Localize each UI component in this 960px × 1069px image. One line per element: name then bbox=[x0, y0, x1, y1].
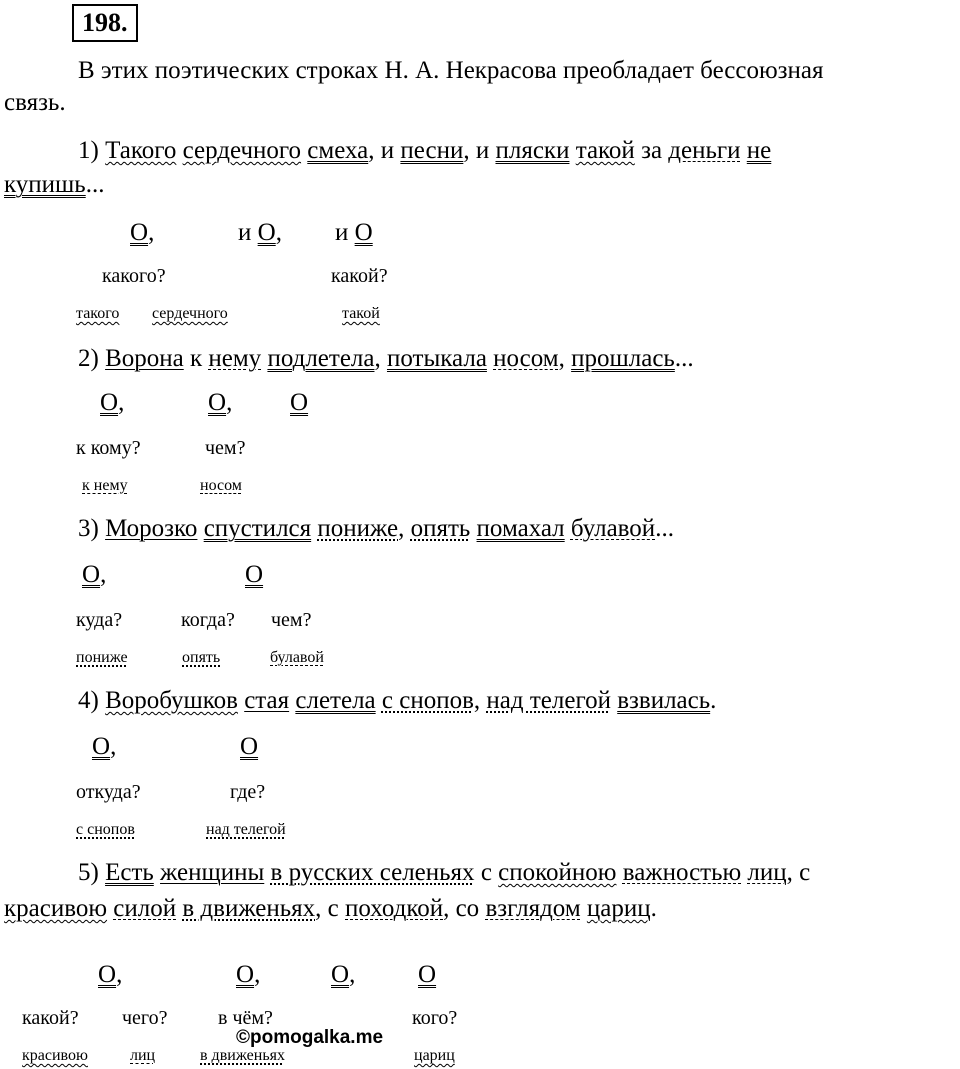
word: булавой bbox=[570, 515, 656, 542]
word: в движеньях bbox=[182, 895, 316, 922]
watermark: ©pomogalka.me bbox=[236, 1027, 384, 1048]
word: красивою bbox=[4, 895, 108, 922]
text: с bbox=[474, 859, 499, 886]
text: ... bbox=[655, 515, 674, 542]
answer-word: к нему bbox=[82, 477, 128, 494]
word: потыкала bbox=[386, 345, 487, 372]
word: такой bbox=[575, 137, 635, 164]
answer-word: сердечного bbox=[152, 305, 228, 322]
word: подлетела bbox=[267, 345, 375, 372]
answer-word: такой bbox=[342, 305, 380, 322]
word: не bbox=[746, 137, 772, 164]
word: пляски bbox=[495, 137, 570, 164]
scheme-3-o1: О, bbox=[82, 561, 107, 588]
scheme-2-o2: О, bbox=[208, 389, 233, 416]
word: в русских селеньях bbox=[270, 859, 475, 886]
scheme-1-o2: и О, bbox=[238, 219, 282, 246]
sentence-1-line-2 bbox=[4, 170, 104, 200]
text: , bbox=[374, 345, 387, 372]
text: к bbox=[183, 345, 209, 372]
sentence-4 bbox=[78, 686, 716, 716]
scheme-5-o2: О, bbox=[236, 961, 261, 988]
word: деньги bbox=[668, 137, 741, 164]
sentence-3 bbox=[78, 514, 674, 544]
question: чем? bbox=[271, 609, 312, 631]
word: Есть bbox=[105, 859, 154, 886]
answer-word: с снопов bbox=[76, 821, 135, 838]
question: где? bbox=[230, 781, 266, 803]
answer-word: носом bbox=[200, 477, 242, 494]
text: ... bbox=[85, 171, 105, 198]
answer-word: цариц bbox=[414, 1047, 455, 1064]
question: в чём? bbox=[218, 1007, 273, 1029]
question: какого? bbox=[102, 265, 166, 287]
word: опять bbox=[410, 515, 471, 542]
word: смеха bbox=[307, 137, 369, 164]
question: какой? bbox=[331, 265, 388, 287]
word: купишь bbox=[4, 171, 86, 198]
word: женщины bbox=[160, 859, 265, 886]
word: с снопов bbox=[381, 687, 474, 714]
scheme-1-o3: и О bbox=[335, 219, 373, 246]
word: слетела bbox=[295, 687, 376, 714]
sentence-5-line-1 bbox=[78, 858, 810, 888]
word: помахал bbox=[476, 515, 565, 542]
word: Такого bbox=[105, 137, 177, 164]
sentence-5-line-2 bbox=[4, 894, 657, 924]
text: . bbox=[710, 687, 717, 714]
text: , со bbox=[443, 895, 486, 922]
word: пониже bbox=[317, 515, 399, 542]
answer-word: в движеньях bbox=[200, 1047, 285, 1064]
question: какой? bbox=[22, 1007, 79, 1029]
scheme-1-o1: О, bbox=[130, 219, 155, 246]
word: стая bbox=[244, 687, 290, 714]
answer-word: над телегой bbox=[206, 821, 286, 838]
question: когда? bbox=[181, 609, 235, 631]
word: взглядом bbox=[485, 895, 581, 922]
scheme-2-o1: О, bbox=[100, 389, 125, 416]
scheme-2-o3: О bbox=[290, 389, 309, 416]
text: , с bbox=[786, 859, 811, 886]
word: над телегой bbox=[486, 687, 611, 714]
text: . bbox=[650, 895, 657, 922]
intro-line-2: связь. bbox=[4, 89, 66, 116]
intro-line-1: В этих поэтических строках Н. А. Некрасова преобладает бессоюзная bbox=[78, 57, 824, 84]
question: кого? bbox=[412, 1007, 458, 1029]
text: , bbox=[473, 687, 487, 714]
word: прошлась bbox=[571, 345, 675, 372]
answer-word: булавой bbox=[270, 649, 324, 666]
answer-word: такого bbox=[76, 305, 120, 322]
sentence-2 bbox=[78, 344, 694, 374]
text: , и bbox=[368, 137, 401, 164]
text: за bbox=[634, 137, 669, 164]
word: спокойною bbox=[498, 859, 617, 886]
text: , bbox=[398, 515, 411, 542]
scheme-5-o1: О, bbox=[98, 961, 123, 988]
word: лиц bbox=[747, 859, 787, 886]
word: взвилась bbox=[617, 687, 711, 714]
sentence-1-number: 1) bbox=[78, 137, 106, 164]
text: , и bbox=[463, 137, 496, 164]
scheme-4-o2: О bbox=[240, 733, 259, 760]
word: походкой bbox=[345, 895, 444, 922]
sentence-2-number: 2) bbox=[78, 345, 106, 372]
word: Ворона bbox=[105, 345, 184, 372]
sentence-5-number: 5) bbox=[78, 859, 106, 886]
word: нему bbox=[208, 345, 262, 372]
scheme-5-o4: О bbox=[418, 961, 437, 988]
sentence-4-number: 4) bbox=[78, 687, 106, 714]
question: к кому? bbox=[76, 437, 141, 459]
word: спустился bbox=[203, 515, 312, 542]
word: сердечного bbox=[182, 137, 302, 164]
text: ... bbox=[674, 345, 694, 372]
sentence-1-line-1 bbox=[78, 136, 771, 166]
sentence-3-number: 3) bbox=[78, 515, 106, 542]
question: куда? bbox=[76, 609, 123, 631]
answer-word: лиц bbox=[130, 1047, 156, 1064]
answer-word: пониже bbox=[76, 649, 128, 666]
word: Воробушков bbox=[105, 687, 238, 714]
scheme-5-o3: О, bbox=[331, 961, 356, 988]
question: чего? bbox=[122, 1007, 168, 1029]
scheme-3-o2: О bbox=[245, 561, 264, 588]
word: Морозко bbox=[105, 515, 198, 542]
answer-word: опять bbox=[182, 649, 221, 666]
answer-word: красивою bbox=[22, 1047, 88, 1064]
exercise-number: 198. bbox=[72, 4, 138, 42]
question: откуда? bbox=[76, 781, 141, 803]
word: носом bbox=[493, 345, 559, 372]
scheme-4-o1: О, bbox=[92, 733, 117, 760]
word: важностью bbox=[622, 859, 742, 886]
word: силой bbox=[113, 895, 177, 922]
word: песни bbox=[400, 137, 464, 164]
text: , с bbox=[315, 895, 346, 922]
question: чем? bbox=[205, 437, 246, 459]
word: цариц bbox=[586, 895, 651, 922]
text: , bbox=[558, 345, 572, 372]
